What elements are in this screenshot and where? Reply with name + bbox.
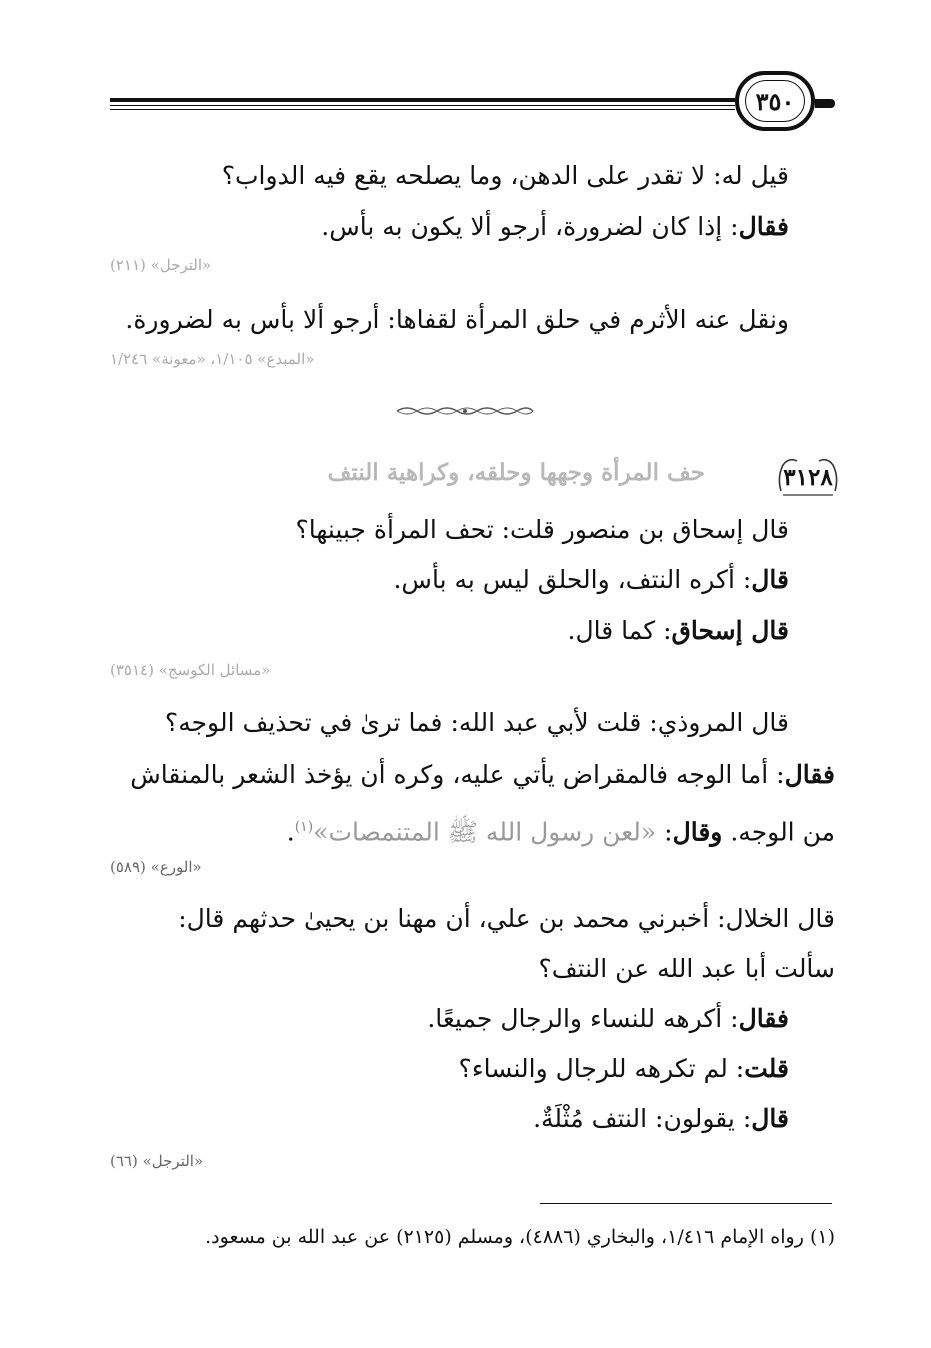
text-segment: : أما الوجه فالمقراض يأتي عليه، وكره أن يؤخذ الشعر بالمنقاش <box>130 760 785 789</box>
text-segment: : لم تكرهه للرجال والنساء؟ <box>458 1054 745 1083</box>
header-rule <box>110 109 735 110</box>
header-rule <box>110 105 735 106</box>
speaker-label: قال <box>751 565 789 594</box>
speaker-label: قلت <box>744 1054 789 1083</box>
hadith-quote: «لعن رسول الله ﷺ المتنمصات» <box>313 817 657 847</box>
text-segment: . <box>286 817 295 847</box>
speaker-label: فقال <box>738 212 789 241</box>
speaker-label: وقال <box>672 817 723 847</box>
text-segment: : كما قال. <box>567 616 672 645</box>
text-line <box>393 563 789 597</box>
text-segment: : أكرهه للنساء والرجال جميعًا. <box>427 1004 739 1033</box>
footnote-rule <box>540 1203 832 1204</box>
text-segment: : يقولون: النتف مُثْلَةٌ. <box>533 1104 752 1133</box>
divider-ornament <box>395 404 535 418</box>
text-line <box>568 614 789 648</box>
text-line: قيل له: لا تقدر على الدهن، وما يصلحه يقع فيه الدواب؟ <box>221 161 789 190</box>
header-rule-end <box>815 99 835 108</box>
source-citation: «مسائل الكوسج» (٣٥١٤) <box>110 661 271 679</box>
text-line: قال المروذي: قلت لأبي عبد الله: فما ترىٰ في تحذيف الوجه؟ <box>164 708 789 737</box>
section-title: حف المرأة وجهها وحلقه، وكراهية النتف <box>327 459 705 486</box>
page-number: ٣٥٠ <box>755 86 795 116</box>
text-segment: من الوجه. <box>730 817 835 847</box>
text-segment: : أكره النتف، والحلق ليس به بأس. <box>393 565 752 594</box>
text-line <box>130 758 835 792</box>
text-line: سألت أبا عبد الله عن النتف؟ <box>538 954 835 983</box>
source-citation: «الترجل» (٢١١) <box>110 256 212 274</box>
footnote-ref[interactable]: (١) <box>294 819 314 835</box>
footnote-text: رواه الإمام ١/٤١٦، والبخاري (٤٨٨٦)، ومسلم (٢١٢٥) عن عبد الله بن مسعود. <box>205 1226 804 1248</box>
footnote <box>205 1226 835 1248</box>
text-line <box>459 1052 789 1086</box>
section-number: ٣١٢٨ <box>783 463 833 491</box>
text-line <box>287 810 835 849</box>
footnote-marker: (١) <box>809 1226 835 1248</box>
source-citation: «المبدع» ١/١٠٥، «معونة» ١/٢٤٦ <box>110 350 315 368</box>
text-line: ونقل عنه الأثرم في حلق المرأة لقفاها: أرجو ألا بأس به لضرورة. <box>125 305 789 334</box>
text-line <box>533 1102 789 1136</box>
text-line <box>427 1002 789 1036</box>
speaker-label: فقال <box>784 760 835 789</box>
header-rule <box>110 98 735 102</box>
text-segment: : <box>664 817 673 847</box>
speaker-label: فقال <box>738 1004 789 1033</box>
section-number-badge <box>775 455 841 499</box>
speaker-label: قال إسحاق <box>671 616 789 645</box>
source-citation: «الترجل» (٦٦) <box>110 1152 204 1170</box>
text-segment: : إذا كان لضرورة، أرجو ألا يكون به بأس. <box>321 212 739 241</box>
speaker-label: قال <box>751 1104 789 1133</box>
source-citation: «الورع» (٥٨٩) <box>110 858 202 876</box>
text-line <box>321 210 789 244</box>
text-line: قال إسحاق بن منصور قلت: تحف المرأة جبينها؟ <box>295 515 789 544</box>
page-number-badge <box>735 71 815 131</box>
text-line: قال الخلال: أخبرني محمد بن علي، أن مهنا بن يحيىٰ حدثهم قال: <box>178 904 835 933</box>
